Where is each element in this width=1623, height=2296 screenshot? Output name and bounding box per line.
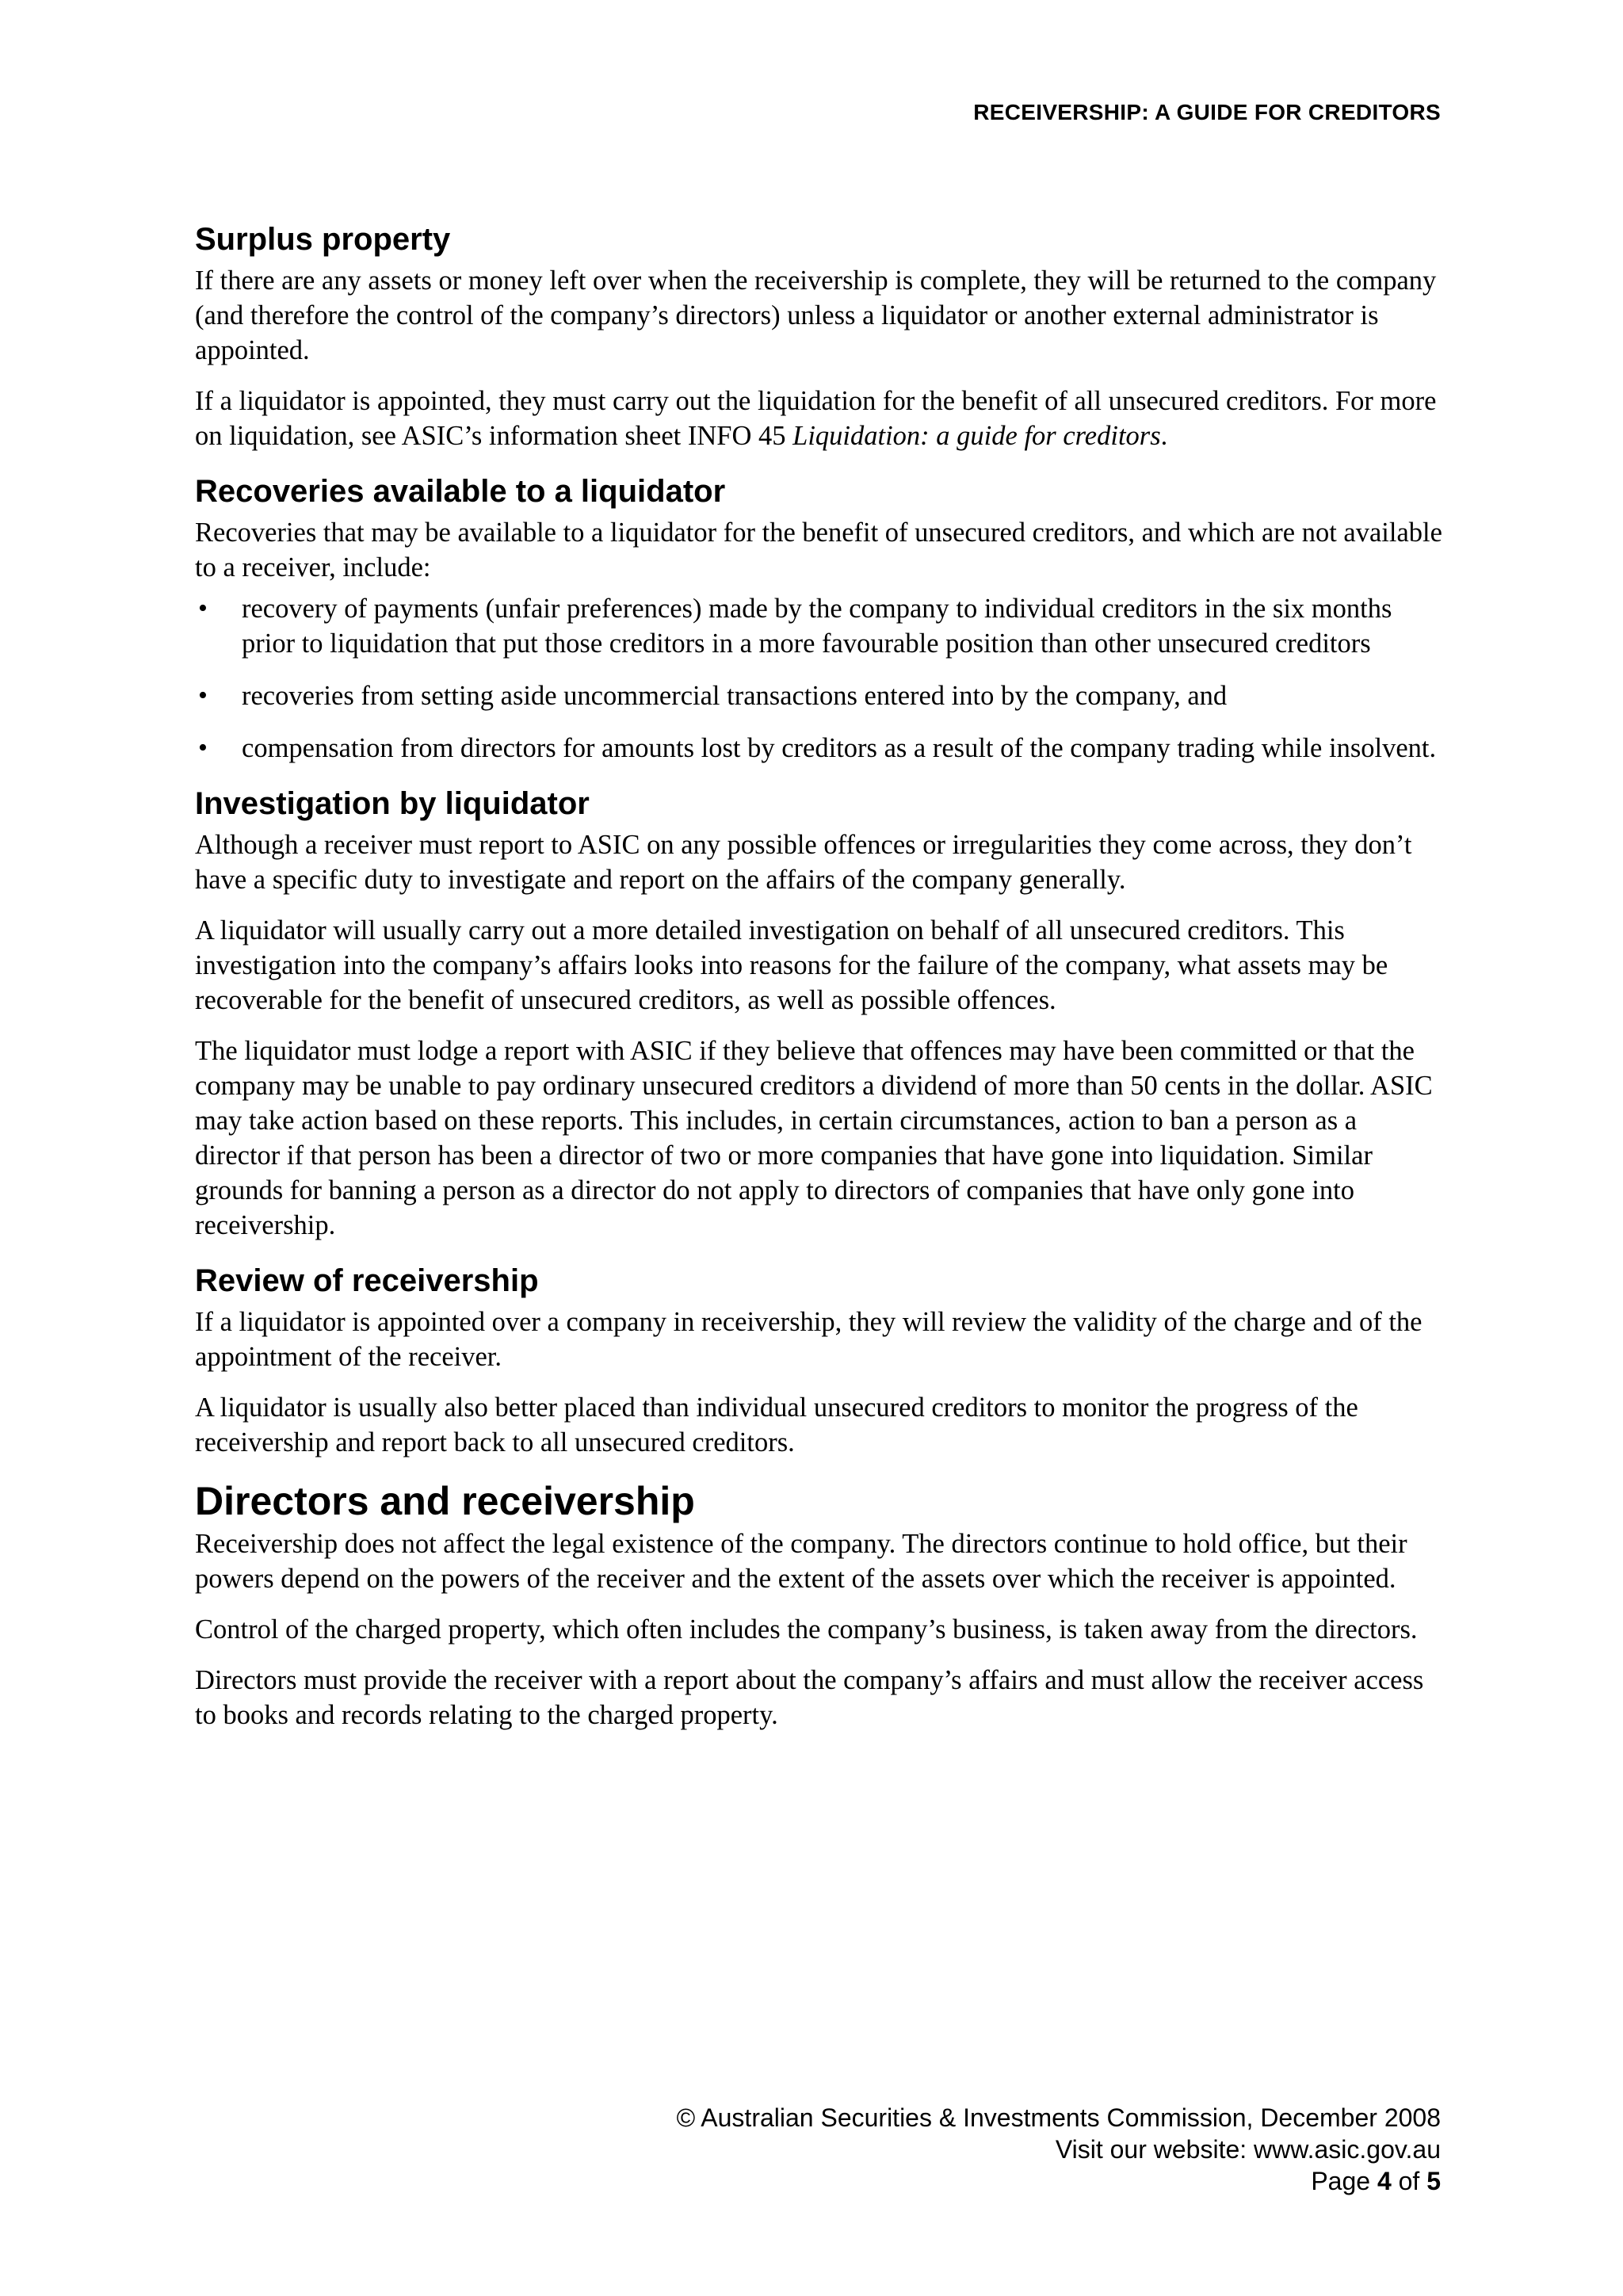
page-footer	[677, 2102, 1441, 2197]
paragraph: Control of the charged property, which often includes the company’s business, is taken away from the directors.	[195, 1614, 1418, 1645]
main-content	[195, 220, 1447, 1733]
website-link[interactable]: Visit our website: www.asic.gov.au	[1055, 2135, 1441, 2164]
page-of: of	[1391, 2167, 1427, 2195]
paragraph: Directors must provide the receiver with a report about the company’s affairs and must allow the receiver access to books and records relating to the charged property.	[195, 1665, 1424, 1730]
section-recoveries	[195, 472, 1447, 766]
paragraph: A liquidator will usually carry out a more detailed investigation on behalf of all unsecured creditors. This investigation into the company’s affairs looks into reasons for the failure of the company, what assets may be recoverable for the benefit of unsecured creditors, as well as possible offences.	[195, 915, 1388, 1015]
paragraph: Recoveries that may be available to a liquidator for the benefit of unsecured creditors, and which are not available to a receiver, include:	[195, 518, 1442, 583]
paragraph: Although a receiver must report to ASIC on any possible offences or irregularities they come across, they don’t have a specific duty to investigate and report on the affairs of the company generally.	[195, 830, 1412, 895]
paragraph: If there are any assets or money left over when the receivership is complete, they will be returned to the company (and therefore the control of the company’s directors) unless a liquidator or another external administrator is appointed.	[195, 266, 1437, 365]
copyright-notice: © Australian Securities & Investments Commission, December 2008	[676, 2103, 1441, 2132]
heading-directors: Directors and receivership	[195, 1479, 695, 1523]
page-total: 5	[1426, 2167, 1441, 2195]
paragraph: The liquidator must lodge a report with ASIC if they believe that offences may have been committed or that the company may be unable to pay ordinary unsecured creditors a dividend of more than 50 cents in the dollar. ASIC may take action based on these reports. This includes, in certain circumstances, action to ban a person as a director if that person has been a director of two or more companies that have gone into liquidation. Similar grounds for banning a person as a director do not apply to directors of companies that have only gone into receivership.	[195, 1036, 1433, 1240]
section-directors	[195, 1479, 1447, 1733]
publication-title: Liquidation: a guide for creditors	[792, 421, 1161, 451]
list-item: • recovery of payments (unfair preferences) made by the company to individual creditors in the six months prior to liquidation that put those creditors in a more favourable position than other unsecured creditors	[195, 591, 1447, 661]
page-current: 4	[1377, 2167, 1392, 2195]
page-prefix: Page	[1311, 2167, 1377, 2195]
heading-surplus-property: Surplus property	[195, 222, 451, 257]
section-investigation	[195, 785, 1447, 1243]
paragraph: A liquidator is usually also better placed than individual unsecured creditors to monitor the progress of the receivership and report back to all unsecured creditors.	[195, 1392, 1358, 1457]
section-review	[195, 1262, 1447, 1460]
section-surplus-property	[195, 220, 1447, 453]
heading-review: Review of receivership	[195, 1263, 539, 1298]
text-span: If a liquidator is appointed, they must carry out the liquidation for the benefit of all unsecured creditors. For more on liquidation, see ASIC’s information sheet INFO 45	[195, 386, 1437, 451]
list-item: • compensation from directors for amounts lost by creditors as a result of the company trading while insolvent.	[195, 731, 1447, 766]
paragraph: Receivership does not affect the legal existence of the company. The directors continue to hold office, but their powers depend on the powers of the receiver and the extent of the assets over which the receiver is appointed.	[195, 1529, 1407, 1594]
bullet-list	[195, 591, 1447, 766]
text-span: .	[1160, 421, 1168, 451]
running-header: RECEIVERSHIP: A GUIDE FOR CREDITORS	[973, 100, 1441, 124]
page-number	[677, 2165, 1441, 2197]
list-item: • recoveries from setting aside uncommercial transactions entered into by the company, and	[195, 678, 1447, 713]
paragraph: If a liquidator is appointed over a company in receivership, they will review the validity of the charge and of the appointment of the receiver.	[195, 1307, 1423, 1372]
paragraph	[195, 384, 1447, 453]
heading-recoveries: Recoveries available to a liquidator	[195, 474, 726, 509]
heading-investigation: Investigation by liquidator	[195, 786, 590, 821]
